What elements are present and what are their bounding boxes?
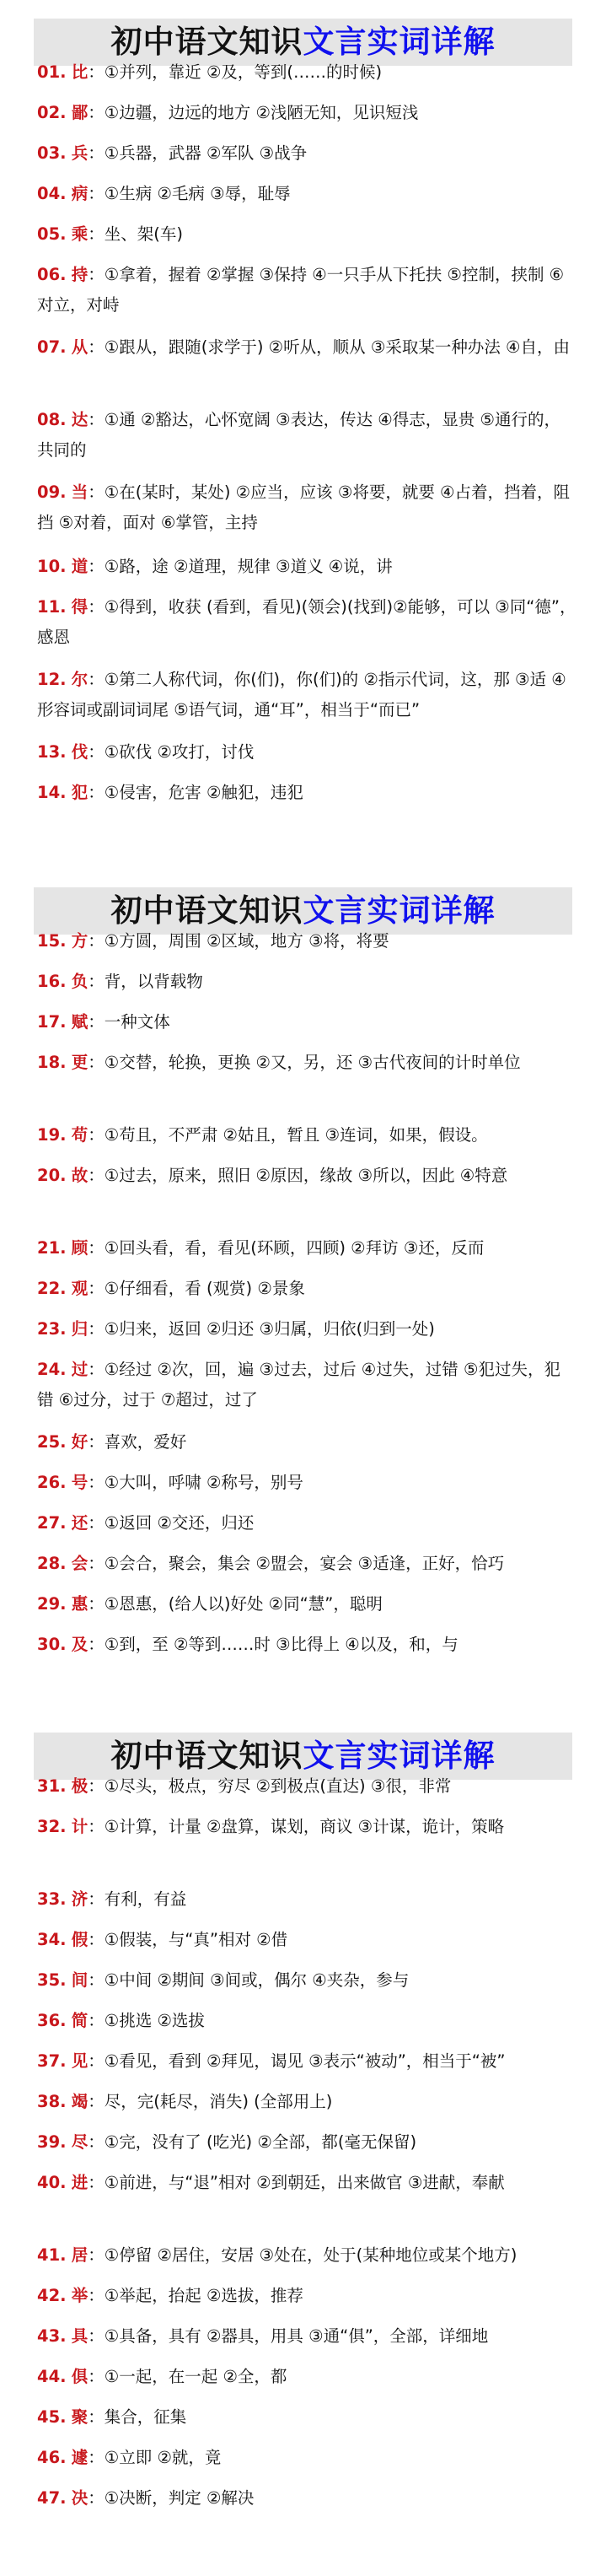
- section-title-blue: 文言实词详解: [303, 892, 496, 929]
- entry-definition: ：①完，没有了 (吃光) ②全部，都(毫无保留): [88, 2132, 417, 2152]
- entry-character: 乘: [71, 224, 88, 244]
- entry-number: 05.: [37, 224, 67, 244]
- entry-character: 从: [71, 337, 88, 357]
- entry-character: 达: [71, 410, 88, 429]
- word-entry: [37, 2362, 577, 2392]
- entry-definition: ：①大叫，呼啸 ②称号，别号: [88, 1473, 303, 1492]
- entry-character: 兵: [71, 143, 88, 163]
- word-entry: [37, 2087, 577, 2117]
- section-title-black: 初中语文知识: [110, 1738, 303, 1774]
- entry-character: 决: [71, 2488, 88, 2508]
- entry-number: 31.: [37, 1776, 67, 1796]
- entry-character: 伐: [71, 742, 88, 762]
- entry-definition: ：①假装，与“真”相对 ②借: [88, 1930, 288, 1949]
- entry-definition: ：①在(某时，某处) ②应当，应该 ③将要，就要 ④占着，挡着，阻挡 ⑤对着，面对 ⑥掌管，主持: [37, 482, 571, 532]
- entry-number: 36.: [37, 2011, 67, 2030]
- entry-character: 尽: [71, 2132, 88, 2152]
- entry-number: 27.: [37, 1513, 67, 1533]
- entry-character: 更: [71, 1053, 88, 1072]
- entry-definition: ：①一起，在一起 ②全，都: [88, 2367, 287, 2386]
- section-title-black: 初中语文知识: [110, 892, 303, 929]
- entry-character: 简: [71, 2011, 88, 2030]
- entry-character: 俱: [71, 2367, 88, 2386]
- entry-number: 33.: [37, 1889, 67, 1909]
- entry-definition: ：①并列，靠近 ②及，等到(……的时候): [88, 62, 383, 82]
- entry-number: 42.: [37, 2286, 67, 2305]
- section-title-blue: 文言实词详解: [303, 24, 496, 60]
- entry-definition: ：①交替，轮换，更换 ②又，另，还 ③古代夜间的计时单位: [88, 1053, 521, 1072]
- word-entry: [37, 2281, 577, 2311]
- entry-character: 赋: [71, 1012, 88, 1032]
- entry-definition: ：①过去，原来，照旧 ②原因，缘故 ③所以，因此 ④特意: [88, 1166, 508, 1185]
- entry-character: 鄙: [71, 103, 88, 122]
- entry-number: 09.: [37, 482, 67, 502]
- entry-definition: ：①尽头，极点，穷尽 ②到极点(直达) ③很，非常: [88, 1776, 452, 1796]
- entry-number: 01.: [37, 62, 67, 82]
- entry-number: 03.: [37, 143, 67, 163]
- entry-character: 比: [71, 62, 88, 82]
- word-entry: [37, 1630, 577, 1660]
- entry-number: 19.: [37, 1125, 67, 1145]
- entry-character: 故: [71, 1166, 88, 1185]
- entry-number: 29.: [37, 1594, 67, 1614]
- word-entry: [37, 552, 577, 582]
- word-entry: [37, 1120, 577, 1151]
- word-entry: [37, 2321, 577, 2352]
- word-entry: [37, 1812, 577, 1842]
- entry-definition: ：有利，有益: [88, 1889, 187, 1909]
- entry-definition: ：①会合，聚会，集会 ②盟会，宴会 ③适逢，正好，恰巧: [88, 1554, 505, 1573]
- entry-character: 会: [71, 1554, 88, 1573]
- entry-character: 计: [71, 1817, 88, 1836]
- entry-character: 见: [71, 2051, 88, 2071]
- entry-number: 37.: [37, 2051, 67, 2071]
- entry-definition: ：①苟且，不严肃 ②姑且，暂且 ③连词，如果，假设。: [88, 1125, 488, 1145]
- entry-number: 06.: [37, 265, 67, 284]
- entry-number: 45.: [37, 2407, 67, 2427]
- entry-number: 16.: [37, 972, 67, 991]
- word-entry: [37, 2483, 577, 2514]
- entry-character: 惠: [71, 1594, 88, 1614]
- entry-character: 假: [71, 1930, 88, 1949]
- entry-character: 过: [71, 1360, 88, 1379]
- section-title-black: 初中语文知识: [110, 24, 303, 60]
- entry-definition: ：①方圆，周围 ②区域，地方 ③将，将要: [88, 931, 389, 951]
- entry-character: 遽: [71, 2448, 88, 2467]
- entry-definition: ：①挑选 ②选拔: [88, 2011, 205, 2030]
- entry-number: 41.: [37, 2245, 67, 2265]
- word-entry: [37, 2402, 577, 2433]
- entry-number: 02.: [37, 103, 67, 122]
- entry-character: 极: [71, 1776, 88, 1796]
- entry-definition: ：①路，途 ②道理，规律 ③道义 ④说，讲: [88, 557, 393, 576]
- entry-definition: ：①跟从，跟随(求学于) ②听从，顺从 ③采取某一种办法 ④自，由: [88, 337, 571, 357]
- entry-definition: ：尽，完(耗尽，消失) (全部用上): [88, 2092, 333, 2111]
- entry-character: 道: [71, 557, 88, 576]
- entry-character: 号: [71, 1473, 88, 1492]
- word-entry: [37, 2127, 577, 2158]
- entry-definition: ：①看见，看到 ②拜见，谒见 ③表示“被动”，相当于“被”: [88, 2051, 506, 2071]
- entry-definition: ：一种文体: [88, 1012, 170, 1032]
- entry-character: 竭: [71, 2092, 88, 2111]
- entry-number: 10.: [37, 557, 67, 576]
- word-entry: [37, 926, 577, 957]
- word-entry: [37, 2240, 577, 2271]
- word-entry: [37, 967, 577, 997]
- word-entry: [37, 332, 577, 363]
- entry-definition: ：①计算，计量 ②盘算，谋划，商议 ③计谋，诡计，策略: [88, 1817, 505, 1836]
- entry-definition: ：①得到，收获 (看到，看见)(领会)(找到)②能够，可以 ③同“德”，感恩: [37, 597, 577, 647]
- word-entry: [37, 778, 577, 808]
- entry-number: 43.: [37, 2326, 67, 2346]
- entry-definition: ：喜欢，爱好: [88, 1432, 187, 1452]
- entry-character: 间: [71, 1970, 88, 1990]
- word-entry: [37, 665, 577, 725]
- entry-number: 22.: [37, 1279, 67, 1298]
- entry-definition: ：①经过 ②次，回，遍 ③过去，过后 ④过失，过错 ⑤犯过失，犯错 ⑥过分，过于 ⑦超过，过了: [37, 1360, 560, 1409]
- entry-number: 35.: [37, 1970, 67, 1990]
- word-entry: [37, 1274, 577, 1304]
- word-entry: [37, 2168, 577, 2198]
- entry-character: 还: [71, 1513, 88, 1533]
- entry-character: 负: [71, 972, 88, 991]
- word-entry: [37, 1508, 577, 1539]
- word-entry: [37, 2046, 577, 2077]
- entry-number: 08.: [37, 410, 67, 429]
- entry-definition: ：①侵害，危害 ②触犯，违犯: [88, 783, 303, 802]
- entry-character: 苟: [71, 1125, 88, 1145]
- entry-character: 及: [71, 1635, 88, 1654]
- entry-definition: ：坐、架(车): [88, 224, 183, 244]
- entry-number: 26.: [37, 1473, 67, 1492]
- entry-definition: ：①通 ②豁达，心怀宽阔 ③表达，传达 ④得志，显贵 ⑤通行的，共同的: [37, 410, 560, 460]
- entry-character: 得: [71, 597, 88, 617]
- entry-definition: ：①归来，返回 ②归还 ③归属，归依(归到一处): [88, 1319, 435, 1339]
- entry-number: 12.: [37, 670, 67, 689]
- entry-definition: ：①具备，具有 ②器具，用具 ③通“俱”，全部，详细地: [88, 2326, 489, 2346]
- entry-number: 38.: [37, 2092, 67, 2111]
- entry-definition: ：①到，至 ②等到……时 ③比得上 ④以及，和，与: [88, 1635, 459, 1654]
- word-entry: [37, 592, 577, 653]
- entry-character: 具: [71, 2326, 88, 2346]
- entry-number: 34.: [37, 1930, 67, 1949]
- word-entry: [37, 260, 577, 321]
- entry-number: 39.: [37, 2132, 67, 2152]
- entry-definition: ：①砍伐 ②攻打，讨伐: [88, 742, 255, 762]
- entry-definition: ：①返回 ②交还，归还: [88, 1513, 255, 1533]
- entry-number: 23.: [37, 1319, 67, 1339]
- entry-number: 14.: [37, 783, 67, 802]
- word-entry: [37, 737, 577, 768]
- entry-character: 好: [71, 1432, 88, 1452]
- entry-definition: ：①中间 ②期间 ③间或，偶尔 ④夹杂，参与: [88, 1970, 410, 1990]
- entry-number: 17.: [37, 1012, 67, 1032]
- word-entry: [37, 1314, 577, 1345]
- entry-number: 21.: [37, 1238, 67, 1258]
- entry-definition: ：①回头看，看，看见(环顾，四顾) ②拜访 ③还，反而: [88, 1238, 485, 1258]
- word-entry: [37, 1549, 577, 1579]
- entry-definition: ：①边疆，边远的地方 ②浅陋无知，见识短浅: [88, 103, 419, 122]
- word-entry: [37, 98, 577, 128]
- entry-definition: ：①兵器，武器 ②军队 ③战争: [88, 143, 308, 163]
- entry-number: 24.: [37, 1360, 67, 1379]
- word-entry: [37, 179, 577, 209]
- entry-number: 11.: [37, 597, 67, 617]
- entry-definition: ：①生病 ②毛病 ③辱，耻辱: [88, 184, 291, 203]
- entry-definition: ：集合，征集: [88, 2407, 187, 2427]
- entry-number: 40.: [37, 2173, 67, 2192]
- entry-definition: ：背，以背载物: [88, 972, 203, 991]
- entry-character: 举: [71, 2286, 88, 2305]
- entry-number: 25.: [37, 1432, 67, 1452]
- word-entry: [37, 2443, 577, 2473]
- section-title-blue: 文言实词详解: [303, 1738, 496, 1774]
- word-entry: [37, 477, 577, 538]
- word-entry: [37, 1468, 577, 1498]
- entry-definition: ：①举起，抬起 ②选拔，推荐: [88, 2286, 303, 2305]
- entry-number: 18.: [37, 1053, 67, 1072]
- word-entry: [37, 1427, 577, 1458]
- word-entry: [37, 405, 577, 466]
- entry-definition: ：①仔细看，看 (观赏) ②景象: [88, 1279, 305, 1298]
- entry-character: 济: [71, 1889, 88, 1909]
- entry-number: 44.: [37, 2367, 67, 2386]
- word-entry: [37, 1355, 577, 1415]
- entry-definition: ：①前进，与“退”相对 ②到朝廷，出来做官 ③进献，奉献: [88, 2173, 505, 2192]
- entry-number: 28.: [37, 1554, 67, 1573]
- word-entry: [37, 1233, 577, 1264]
- entry-definition: ：①立即 ②就，竟: [88, 2448, 222, 2467]
- word-entry: [37, 138, 577, 169]
- entry-number: 32.: [37, 1817, 67, 1836]
- word-entry: [37, 2006, 577, 2036]
- entry-character: 病: [71, 184, 88, 203]
- entry-number: 13.: [37, 742, 67, 762]
- word-entry: [37, 1589, 577, 1619]
- word-entry: [37, 1161, 577, 1191]
- entry-number: 04.: [37, 184, 67, 203]
- entry-character: 归: [71, 1319, 88, 1339]
- entry-character: 尔: [71, 670, 88, 689]
- entry-definition: ：①决断，判定 ②解决: [88, 2488, 255, 2508]
- entry-number: 15.: [37, 931, 67, 951]
- entry-character: 犯: [71, 783, 88, 802]
- word-entry: [37, 1771, 577, 1802]
- word-entry: [37, 219, 577, 250]
- word-entry: [37, 57, 577, 88]
- word-entry: [37, 1007, 577, 1037]
- entry-number: 30.: [37, 1635, 67, 1654]
- entry-character: 顾: [71, 1238, 88, 1258]
- entry-character: 持: [71, 265, 88, 284]
- word-entry: [37, 1048, 577, 1078]
- entry-character: 观: [71, 1279, 88, 1298]
- entry-character: 当: [71, 482, 88, 502]
- word-entry: [37, 1925, 577, 1955]
- entry-number: 46.: [37, 2448, 67, 2467]
- entry-number: 07.: [37, 337, 67, 357]
- entry-character: 居: [71, 2245, 88, 2265]
- entry-definition: ：①恩惠，(给人以)好处 ②同“慧”，聪明: [88, 1594, 383, 1614]
- entry-number: 20.: [37, 1166, 67, 1185]
- entry-definition: ：①拿着，握着 ②掌握 ③保持 ④一只手从下托扶 ⑤控制，挟制 ⑥对立，对峙: [37, 265, 565, 315]
- entry-number: 47.: [37, 2488, 67, 2508]
- entry-character: 进: [71, 2173, 88, 2192]
- entry-character: 方: [71, 931, 88, 951]
- entry-definition: ：①第二人称代词，你(们)，你(们)的 ②指示代词，这，那 ③适 ④形容词或副词词尾 ⑤语气词，通“耳”，相当于“而已”: [37, 670, 566, 719]
- word-entry: [37, 1884, 577, 1915]
- word-entry: [37, 1965, 577, 1996]
- entry-definition: ：①停留 ②居住，安居 ③处在，处于(某种地位或某个地方): [88, 2245, 518, 2265]
- entry-character: 聚: [71, 2407, 88, 2427]
